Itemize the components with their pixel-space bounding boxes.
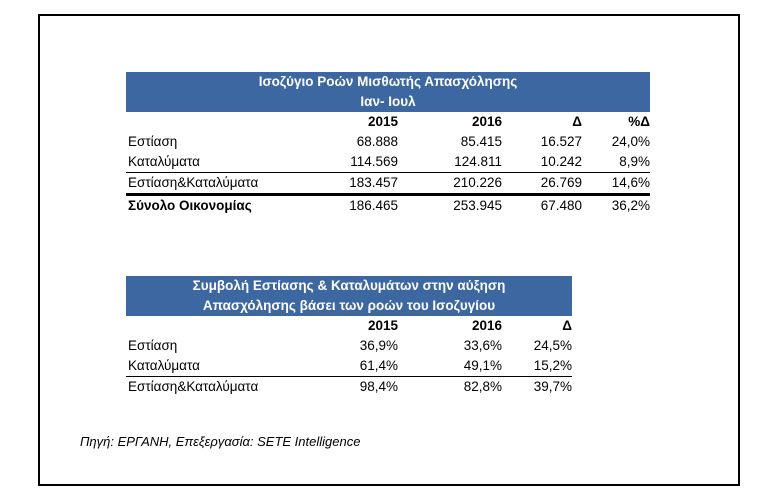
table-row (126, 173, 650, 195)
table2-title-line2: Απασχόλησης βάσει των ροών του Ισοζυγίου (202, 298, 496, 313)
row-label: Καταλύματα (128, 358, 200, 373)
cell-2016: 85.415 (460, 134, 502, 149)
table1-header-2016: 2016 (471, 114, 502, 129)
employment-flows-table (126, 72, 650, 216)
row-label: Εστίαση (128, 134, 178, 149)
cell-delta: 67.480 (502, 195, 582, 217)
table-row (126, 336, 572, 356)
table2-title (126, 276, 572, 316)
row-label: Εστίαση&Καταλύματα (126, 377, 302, 398)
cell-delta: 26.769 (502, 173, 582, 195)
table1-header-2015: 2015 (367, 114, 398, 129)
table1-header-blank (126, 112, 302, 132)
cell-delta: 10.242 (540, 154, 582, 169)
table2-header-blank (126, 316, 302, 336)
cell-2015: 68.888 (356, 134, 398, 149)
table-row-total (126, 195, 650, 217)
cell-2016: 124.811 (454, 154, 502, 169)
table1-title-line1: Ισοζύγιο Ροών Μισθωτής Απασχόλησης (258, 74, 518, 89)
cell-pct-delta: 14,6% (582, 173, 650, 195)
table-row (126, 356, 572, 377)
cell-2016: 49,1% (463, 358, 502, 373)
row-label: Εστίαση&Καταλύματα (126, 173, 302, 195)
cell-pct-delta: 24,0% (611, 134, 650, 149)
contribution-table (126, 276, 572, 397)
table2-title-line1: Συμβολή Εστίασης & Καταλυμάτων στην αύξηση (192, 278, 506, 293)
table1-title-line2: Ιαν- Ιουλ (360, 94, 416, 109)
cell-2016: 82,8% (398, 377, 502, 398)
cell-delta: 39,7% (502, 377, 572, 398)
cell-2015: 98,4% (302, 377, 398, 398)
cell-2015: 183.457 (302, 173, 398, 195)
cell-2016: 210.226 (398, 173, 502, 195)
table2-header-2016: 2016 (471, 318, 502, 333)
table2-header-delta: Δ (562, 318, 572, 333)
cell-delta: 15,2% (533, 358, 572, 373)
cell-delta: 16.527 (540, 134, 582, 149)
table1-header-delta: Δ (572, 114, 582, 129)
table-row (126, 152, 650, 173)
cell-pct-delta: 8,9% (619, 154, 650, 169)
row-label: Σύνολο Οικονομίας (126, 195, 302, 217)
cell-2016: 33,6% (463, 338, 502, 353)
table-row (126, 132, 650, 152)
table-row (126, 377, 572, 398)
cell-2015: 36,9% (359, 338, 398, 353)
cell-2016: 253.945 (398, 195, 502, 217)
cell-2015: 186.465 (302, 195, 398, 217)
source-note: Πηγή: ΕΡΓΑΝΗ, Επεξεργασία: SETE Intelligence (80, 434, 361, 449)
table1-title (126, 72, 650, 112)
row-label: Καταλύματα (128, 154, 200, 169)
row-label: Εστίαση (128, 338, 178, 353)
table2-header-2015: 2015 (367, 318, 398, 333)
table1-header-row (126, 112, 650, 132)
cell-2015: 61,4% (359, 358, 398, 373)
table1-header-pct-delta: %Δ (628, 114, 650, 129)
table2-header-row (126, 316, 572, 336)
cell-pct-delta: 36,2% (582, 195, 650, 217)
cell-delta: 24,5% (533, 338, 572, 353)
cell-2015: 114.569 (350, 154, 398, 169)
